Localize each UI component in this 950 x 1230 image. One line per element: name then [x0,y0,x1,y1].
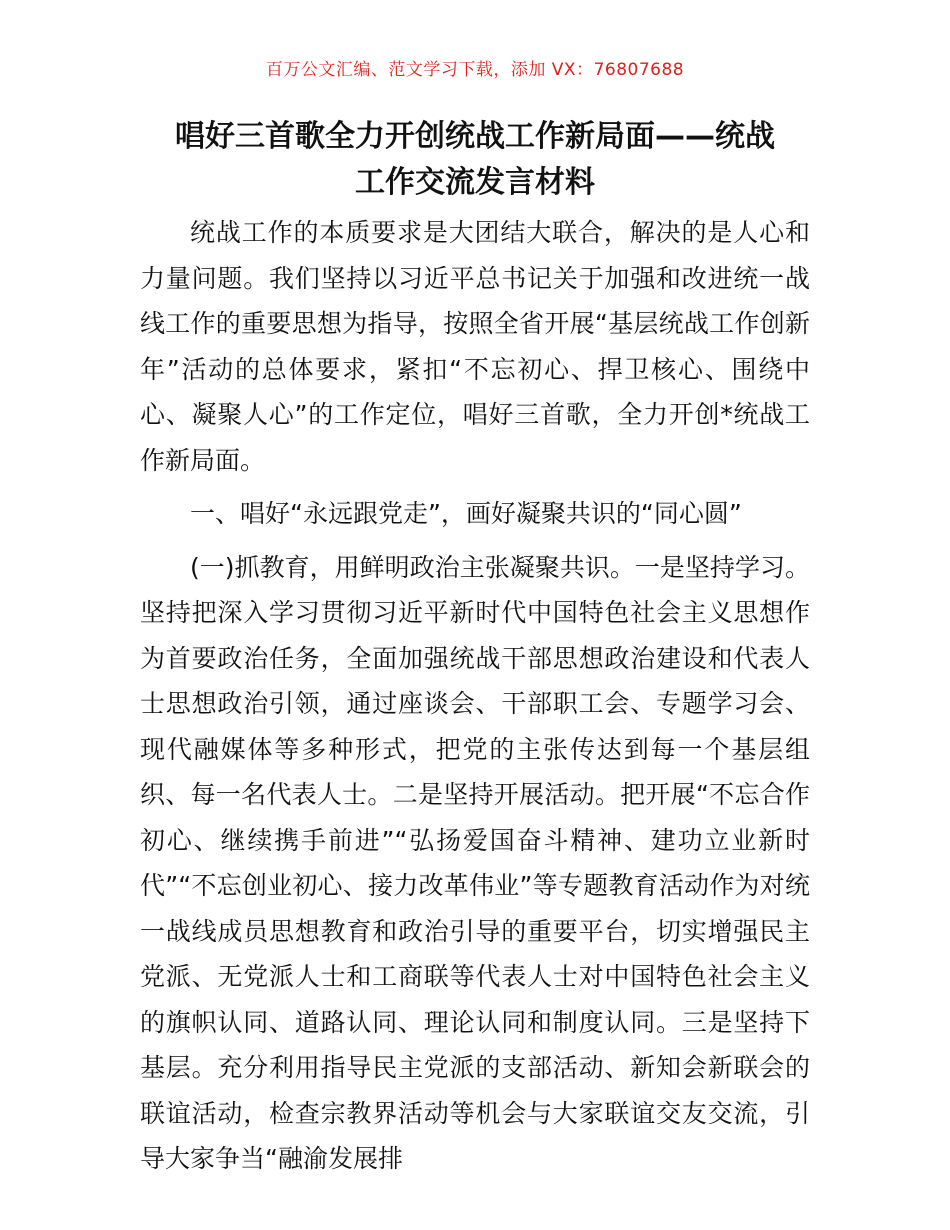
document-title [140,114,810,206]
title-line-2: 工作交流发言材料 [355,165,595,200]
title-line-1: 唱好三首歌全力开创统战工作新局面——统战 [175,119,775,154]
intro-paragraph: 统战工作的本质要求是大团结大联合，解决的是人心和力量问题。我们坚持以习近平总书记关于加强和改进统一战线工作的重要思想为指导，按照全省开展“基层统战工作创新年”活动的总体要求，紧扣“不忘初心、捍卫核心、围绕中心、凝聚人心”的工作定位，唱好三首歌，全力开创*统战工作新局面。 [140,218,810,475]
document-body [140,210,810,1182]
section-1-paragraph: (一)抓教育，用鲜明政治主张凝聚共识。一是坚持学习。坚持把深入学习贯彻习近平新时代中国特色社会主义思想作为首要政治任务，全面加强统战干部思想政治建设和代表人士思想政治引领，通过座谈会、干部职工会、专题学习会、现代融媒体等多种形式，把党的主张传达到每一个基层组织、每一名代表人士。二是坚持开展活动。把开展“不忘合作初心、继续携手前进”“弘扬爱国奋斗精神、建功立业新时代”“不忘创业初心、接力改革伟业”等专题教育活动作为对统一战线成员思想教育和政治引导的重要平台，切实增强民主党派、无党派人士和工商联等代表人士对中国特色社会主义的旗帜认同、道路认同、理论认同和制度认同。三是坚持下基层。充分利用指导民主党派的支部活动、新知会新联会的联谊活动，检查宗教界活动等机会与大家联谊交友交流，引导大家争当“融渝发展排 [140,552,810,1173]
watermark-header: 百万公文汇编、范文学习下载，添加 VX：76807688 [265,60,685,80]
section-heading-1: 一、唱好“永远跟党走”，画好凝聚共识的“同心圆” [190,499,742,528]
